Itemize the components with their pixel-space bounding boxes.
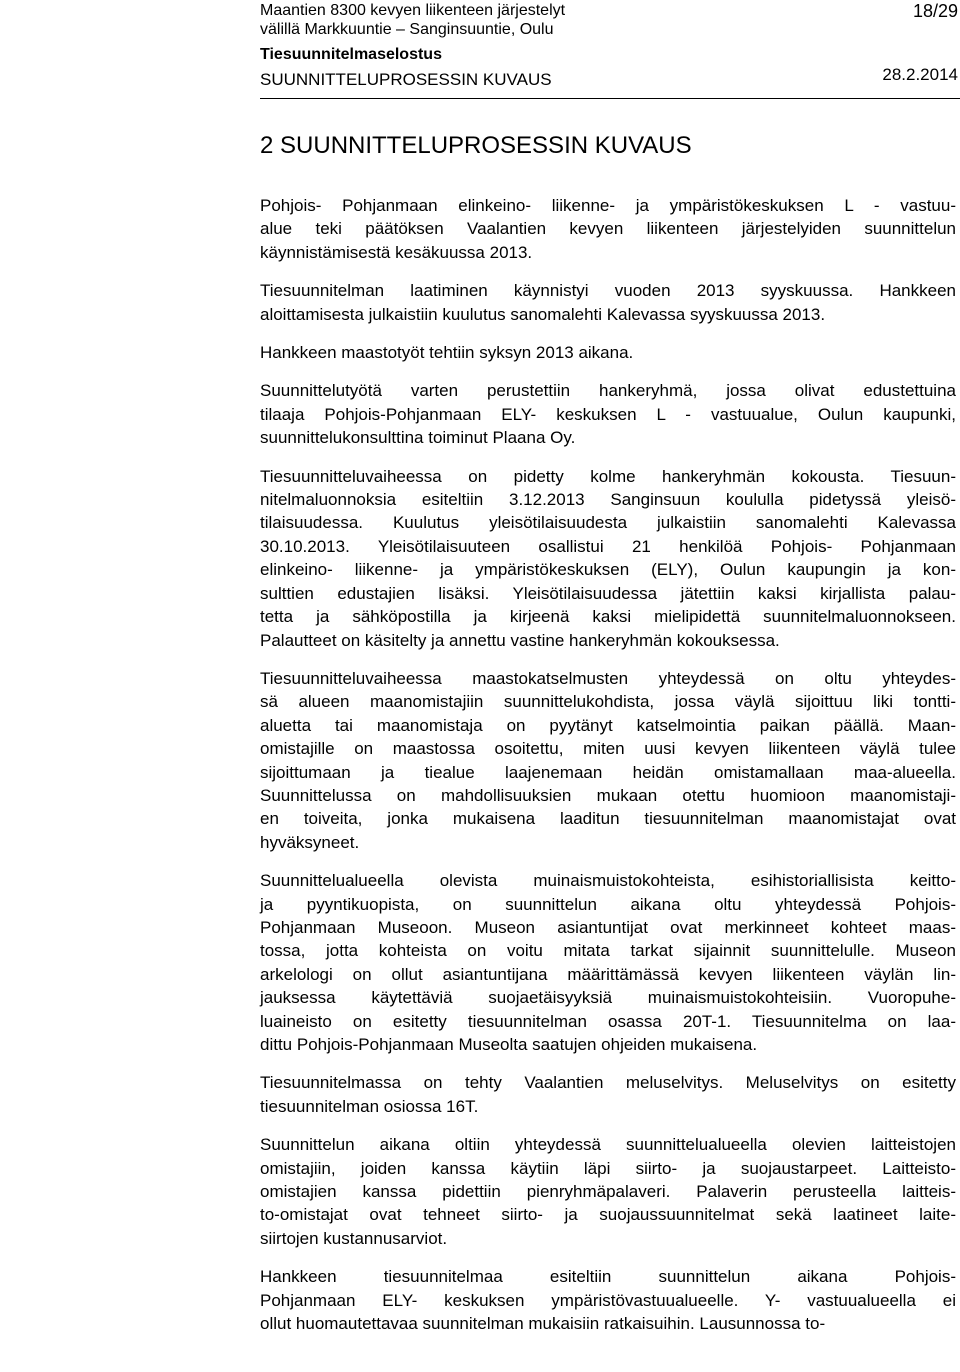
project-title-line-1: Maantien 8300 kevyen liikenteen järjestelyt xyxy=(260,2,566,19)
text-line: en toiveita, jonka mukaisena laaditun tiesuunnitelman maanomistajat ovat xyxy=(260,809,956,829)
text-line: Tiesuunnitelman laatiminen käynnistyi vuoden 2013 syyskuussa. Hankkeen xyxy=(260,281,956,301)
text-line: tossa, jotta kohteista on voitu mitata tarkat sijainnit suunnittelulle. Museon xyxy=(260,941,956,961)
text-line: käynnistämisestä kesäkuussa 2013. xyxy=(260,242,533,262)
document-type: Tiesuunnitelmaselostus xyxy=(260,46,442,63)
text-line: luaineisto on esitetty tiesuunnitelman osassa 20T-1. Tiesuunnitelma on laa- xyxy=(260,1011,956,1031)
text-line: hyväksyneet. xyxy=(260,832,360,852)
text-line: omistajiin, joiden kanssa käytiin läpi siirto- ja suojaustarpeet. Laitteisto- xyxy=(260,1158,956,1178)
text-line: nitelmaluonnoksia esiteltiin 3.12.2013 Sanginsuun koululla pidetyssä yleisö- xyxy=(260,490,956,510)
page-header xyxy=(260,0,960,99)
text-line: Tiesuunnitelmassa on tehty Vaalantien meluselvitys. Meluselvitys on esitetty xyxy=(260,1073,956,1093)
paragraph xyxy=(260,1133,956,1250)
text-line: aluetta tai maanomistaja on pyytänyt katselmointia paikan päällä. Maan- xyxy=(260,715,956,735)
text-line: Tiesuunnitteluvaiheessa maastokatselmusten yhteydessä on oltu yhteydes- xyxy=(260,668,956,688)
text-line: omistajille on maastossa osoitettu, miten uusi kevyen liikenteen väylä tulee xyxy=(260,739,956,759)
text-line: alue teki päätöksen Vaalantien kevyen liikenteen järjestelyiden suunnittelun xyxy=(260,219,956,239)
text-line: siirtojen kustannusarviot. xyxy=(260,1228,448,1248)
paragraph xyxy=(260,1071,956,1118)
paragraph xyxy=(260,341,956,364)
page-number: 18/29 xyxy=(912,1,958,21)
section-name: SUUNNITTELUPROSESSIN KUVAUS xyxy=(260,70,552,89)
text-line: ja pyyntikuopista, on suunnittelun aikana oltu yhteydessä Pohjois- xyxy=(260,894,956,914)
text-line: suunnittelukonsulttina toiminut Plaana Oy. xyxy=(260,428,576,448)
chapter-title: 2 SUUNNITTELUPROSESSIN KUVAUS xyxy=(260,132,692,159)
text-line: tilaaja Pohjois-Pohjanmaan ELY- keskuksen L - vastuualue, Oulun kaupunki, xyxy=(260,404,956,424)
text-line: tetta ja sähköpostilla ja kirjeenä kaksi mielipidettä suunnitelmaluonnokseen. xyxy=(260,607,956,627)
text-line: Pohjois- Pohjanmaan elinkeino- liikenne- ja ympäristökeskuksen L - vastuu- xyxy=(260,196,956,215)
text-line: dittu Pohjois-Pohjanmaan Museolta saatujen ohjeiden mukaisena. xyxy=(260,1035,758,1054)
text-line: aloittamisesta julkaistiin kuulutus sanomalehti Kalevassa syyskuussa 2013. xyxy=(260,304,826,324)
text-line: jauksessa käytettäviä suojaetäisyyksiä muinaismuistokohteisiin. Vuoropuhe- xyxy=(260,988,956,1008)
text-line: Palautteet on käsitelty ja annettu vastine hankeryhmän kokouksessa. xyxy=(260,630,780,650)
text-line: ollut huomautettavaa suunnitelman mukaisiin ratkaisuihin. Lausunnossa to- xyxy=(260,1314,826,1334)
text-line: Suunnittelun aikana oltiin yhteydessä suunnittelualueella olevien laitteistojen xyxy=(260,1135,956,1155)
document-date: 28.2.2014 xyxy=(882,65,958,84)
paragraph xyxy=(260,279,956,326)
paragraph xyxy=(260,1265,956,1335)
text-line: 30.10.2013. Yleisötilaisuuteen osallistui 21 henkilöä Pohjois- Pohjanmaan xyxy=(260,536,956,556)
paragraph xyxy=(260,194,956,264)
paragraph xyxy=(260,379,956,449)
text-line: Suunnittelussa on mahdollisuuksien mukaan otettu huomioon maanomistaji- xyxy=(260,785,956,805)
text-line: Pohjanmaan Museoon. Museon asiantuntijat ovat merkinneet kohteet maas- xyxy=(260,917,956,937)
paragraph xyxy=(260,869,956,1056)
text-line: sä alueen maanomistajiin suunnittelukohdista, jossa väylä sijoittuu liki tontti- xyxy=(260,692,956,712)
text-line: Suunnittelualueella olevista muinaismuistokohteista, esihistoriallisista keitto- xyxy=(260,871,956,891)
text-line: sulttien edustajien lisäksi. Yleisötilaisuudessa jätettiin kaksi kirjallista palau- xyxy=(260,583,956,603)
project-title-line-2: välillä Markkuuntie – Sanginsuuntie, Oulu xyxy=(260,21,554,38)
text-line: tilaisuudessa. Kuulutus yleisötilaisuudesta julkaistiin sanomalehti Kalevassa xyxy=(260,513,956,533)
text-line: arkelologi on ollut asiantuntijana määrittämässä kevyen liikenteen väylän lin- xyxy=(260,964,956,984)
text-line: sijoittumaan ja tiealue laajenemaan heidän omistamallaan maa-alueella. xyxy=(260,762,956,782)
text-line: Hankkeen tiesuunnitelmaa esiteltiin suunnittelun aikana Pohjois- xyxy=(260,1267,956,1287)
text-line: Suunnittelutyötä varten perustettiin hankeryhmä, jossa olivat edustettuina xyxy=(260,381,956,401)
text-line: to-omistajat ovat tehneet siirto- ja suojaussuunnitelmat sekä laatineet laite- xyxy=(260,1205,956,1225)
text-line: tiesuunnitelman osiossa 16T. xyxy=(260,1096,479,1116)
text-line: elinkeino- liikenne- ja ympäristökeskuksen (ELY), Oulun kaupungin ja kon- xyxy=(260,560,956,580)
text-line: Pohjanmaan ELY- keskuksen ympäristövastuualueelle. Y- vastuualueella ei xyxy=(260,1290,956,1310)
paragraph xyxy=(260,667,956,854)
text-line: Hankkeen maastotyöt tehtiin syksyn 2013 aikana. xyxy=(260,343,634,363)
paragraph xyxy=(260,465,956,652)
text-line: Tiesuunnitteluvaiheessa on pidetty kolme hankeryhmän kokousta. Tiesuun- xyxy=(260,466,956,486)
text-line: omistajien kanssa pidettiin pienryhmäpalaveri. Palaverin perusteella laitteis- xyxy=(260,1182,956,1202)
body-text xyxy=(260,194,956,1350)
